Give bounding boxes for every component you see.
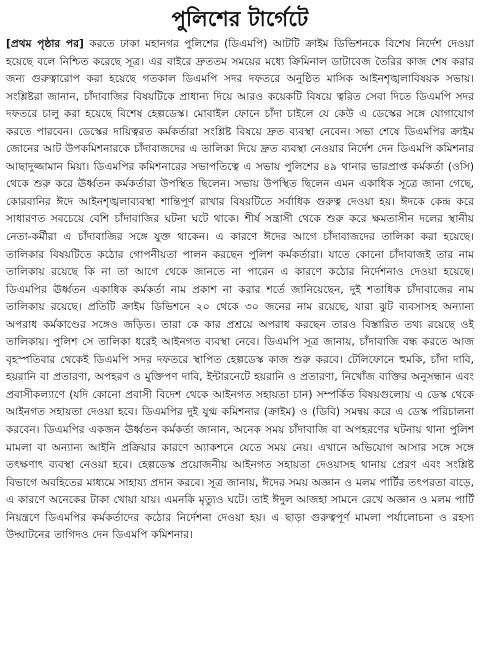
continuation-marker: [প্রথম পৃষ্ঠার পর] — [6, 38, 84, 50]
article-body — [6, 36, 474, 545]
article-headline: পুলিশের টার্গেটে — [171, 7, 309, 31]
article-text: করতে ঢাকা মহানগর পুলিশের (ডিএমপি) আটটি ক্রাইম ডিভিশনকে বিশেষ নির্দেশ দেওয়া হয়েছে বলে নিশ্চিত করেছে সূত্র। এর বাইরে দ্রুততম সময়ের মধ্যে ক্রিমিনাল ডাটাবেজ তৈরির কাজ শেষ করার জন্য গুরুত্বারোপ করা হয়েছে গতকাল ডিএমপি সদর দফতরে অনুষ্ঠিত মাসিক আইনশৃঙ্খলাবিষয়ক সভায়। সংশ্লিষ্টরা জানান, চাঁদাবাজির বিষয়টিকে প্রাধান্য দিয়ে আরও কয়েকটি বিষয়ে ত্বরিত সেবা দিতে ডিএমপি সদর দফতরে চালু করা হয়েছে বিশেষ হেল্পডেস্ক। মোবাইল ফোনে চাঁদা চাইলে যে কেউ এ ডেস্কের সঙ্গে যোগাযোগ করতে পারবেন। ডেস্কের দায়িত্বরত কর্মকর্তারা সংশ্লিষ্ট বিষয়ে দ্রুত ব্যবস্থা নেবেন। সভা শেষে ডিএমপির ক্রাইম জোনের আট উপকমিশনারকে চাঁদাবাজদের এ তালিকা দিয়ে দ্রুত ব্যবস্থা নেওয়ার নির্দেশ দেন ডিএমপি কমিশনার আছাদুজ্জামান মিয়া। ডিএমপির কমিশনারের সভাপতিত্বে এ সভায় পুলিশের ৪৯ থানার ভারপ্রাপ্ত কর্মকর্তা (ওসি) থেকে শুরু করে ঊর্ধ্বতন কর্মকর্তারা উপস্থিত ছিলেন। সভায় উপস্থিত ছিলেন এমন একাধিক সূত্রে জানা গেছে, কোরবানির ঈদে আইনশৃঙ্খলাব্যবস্থা শান্তিপূর্ণ রাখার বিষয়টিতে সর্বাধিক গুরুত্ব দেওয়া হয়। ঈদকে কেন্দ্র করে সাধারণত সবচেয়ে বেশি চাঁদাবাজির ঘটনা ঘটে থাকে। শীর্ষ সন্ত্রাসী থেকে শুরু করে ক্ষমতাসীন দলের স্থানীয় নেতা-কর্মীরা এ চাঁদাবাজির সঙ্গে যুক্ত থাকেন। এ কারণে ঈদের আগে চাঁদাবাজদের তালিকা করা হয়েছে। তালিকার বিষয়টিতে কঠোর গোপনীয়তা পালন করছেন পুলিশ কর্মকর্তারা। যাতে কোনো চাঁদাবাজই তার নাম তালিকায় রয়েছে কি না তা আগে থেকে জানতে না পারেন এ কারণে কঠোর নির্দেশনাও দেওয়া হয়েছে। ডিএমপির ঊর্ধ্বতন একাধিক কর্মকর্তা নাম প্রকাশ না করার শর্তে জানিয়েছেন, দুই শতাধিক চাঁদাবাজের নাম তালিকায় রয়েছে। প্রতিটি ক্রাইম ডিভিশনে ২০ থেকে ৩০ জনের নাম রয়েছে, যারা ঝুট ব্যবসাসহ অন্যান্য অপরাধ কর্মকাণ্ডের সঙ্গেও জড়িত। তারা কে কার প্রশ্রয়ে অপরাধ করছেন তারও বিস্তারিত তথ্য রয়েছে ওই তালিকায়। পুলিশ সে তালিকা ধরেই আইনগত ব্যবস্থা নেবে। ডিএমপি সূত্র জানায়, চাঁদাবাজি বন্ধ করতে আজ বৃহস্পতিবার থেকেই ডিএমপি সদর দফতরে স্থাপিত হেল্পডেস্ক কাজ শুরু করবে। টেলিফোনে হুমকি, চাঁদা দাবি, হয়রানি বা প্রতারণা, অপহরণ ও মুক্তিপণ দাবি, ইন্টারনেটে হয়রানি ও প্রতারণা, নিখোঁজ ব্যক্তির অনুসন্ধান এবং প্রবাসীকল্যাণে (যদি কোনো প্রবাসী বিদেশ থেকে আইনগত সহায়তা চান) সম্পর্কিত বিষয়গুলোয় এ ডেস্ক থেকে আইনগত সহায়তা দেওয়া হবে। ডিএমপির দুই যুগ্ম কমিশনার (ক্রাইম) ও (ডিবি) সমন্বয় করে এ ডেস্ক পরিচালনা করবেন। ডিএমপির একজন ঊর্ধ্বতন কর্মকর্তা জানান, অনেক সময় চাঁদাবাজি বা অপহরণের ঘটনায় থানা পুলিশ মামলা বা অন্যান্য আইনি প্রক্রিয়ার কারণে অ্যাকশনে যেতে সময় নেয়। এখানে অভিযোগ আসার সঙ্গে সঙ্গে তৎক্ষণাৎ ব্যবস্থা নেওয়া হবে। হেল্পডেস্ক প্রয়োজনীয় আইনগত সহায়তা দেওয়াসহ থানায় প্রেরণ এবং সংশ্লিষ্ট বিভাগে অবহিতের মাধ্যমে সাহায্য প্রদান করবে। সূত্র জানায়, ঈদের সময় অজ্ঞান ও মলম পার্টির তৎপরতা বাড়ে, এ কারণে অনেকের টাকা খোয়া যায়। এমনকি মৃত্যুও ঘটে। তাই ঈদুল আজহা সামনে রেখে অজ্ঞান ও মলম পার্টি নিয়ন্ত্রণে ডিএমপির কর্মকর্তাদের কঠোর নির্দেশনা দেওয়া হয়। এ ছাড়া গুরুত্বপূর্ণ মামলা পর্যালোচনা ও রহস্য উদ্ঘাটনের তাগিদও দেন ডিএমপি কমিশনার। — [6, 38, 474, 542]
